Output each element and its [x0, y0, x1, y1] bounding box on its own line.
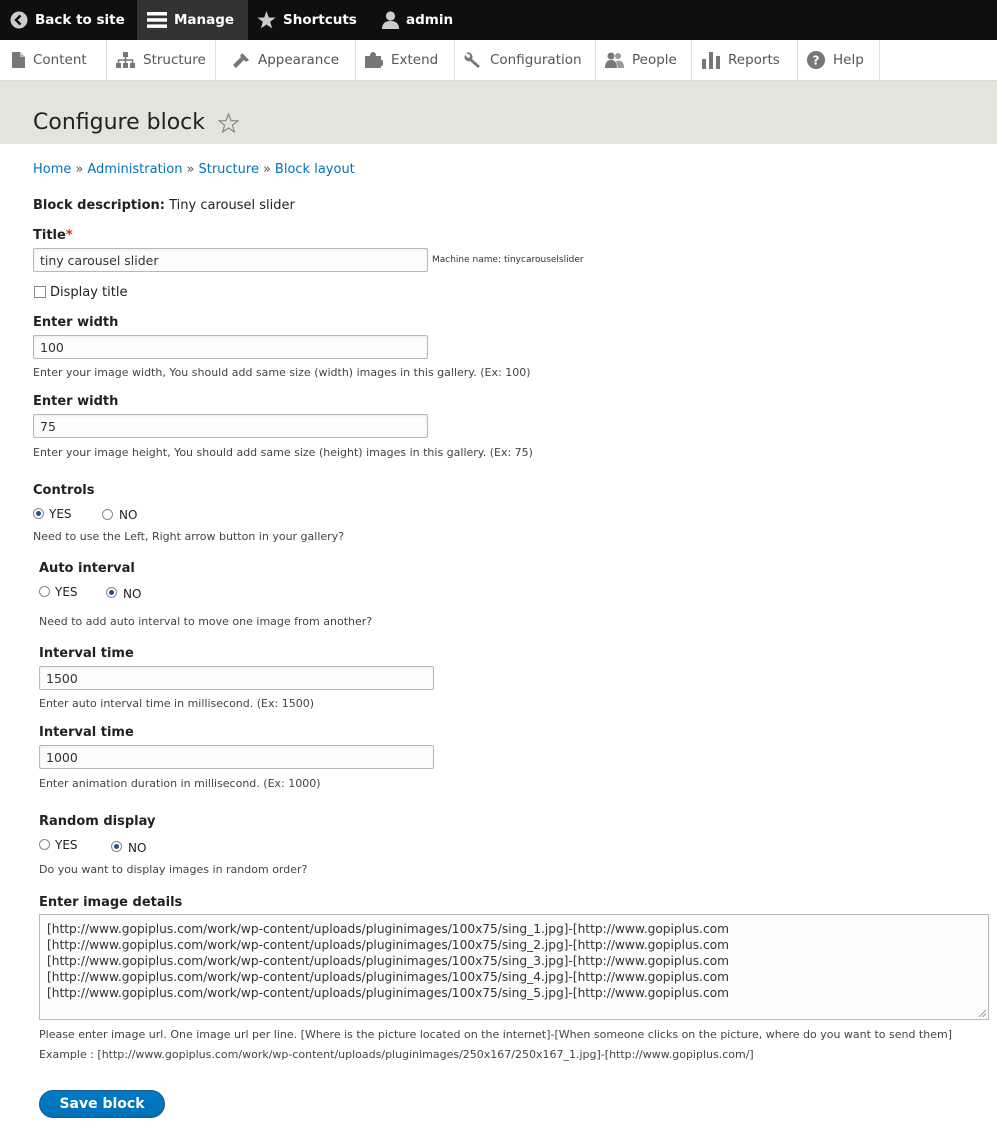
image-details-description: Please enter image url. One image url per line. [Where is the picture located on the internet]-[When someone clicks on the picture, where do you want to send them] [39, 1028, 952, 1041]
random-display-description: Do you want to display images in random order? [39, 863, 308, 876]
user-icon [382, 11, 399, 29]
tray-label-reports: Reports [728, 52, 780, 68]
image-line: [http://www.gopiplus.com/work/wp-content/uploads/pluginimages/100x75/sing_5.jpg]-[http://www.gopiplus.com [47, 986, 729, 1000]
required-marker: * [65, 228, 73, 243]
block-description [33, 198, 295, 213]
display-title-checkbox[interactable] [34, 286, 46, 298]
page-title: Configure block [33, 110, 205, 135]
image-details-textarea[interactable] [39, 914, 989, 1020]
tray-label-help: Help [833, 52, 864, 68]
back-to-site-label: Back to site [35, 12, 125, 28]
resize-handle-icon[interactable] [978, 1009, 986, 1017]
auto-interval-no-label: NO [123, 587, 142, 601]
duration-description: Enter animation duration in millisecond. (Ex: 1000) [39, 777, 321, 790]
random-display-yes-label: YES [55, 838, 78, 852]
breadcrumb [33, 162, 355, 177]
random-display-label: Random display [39, 814, 156, 829]
machine-name: Machine name: tinycarouselslider [432, 255, 584, 265]
tray-item-extend[interactable] [356, 40, 455, 80]
breadcrumb-separator: » [186, 162, 195, 177]
arrow-left-circle-icon [10, 11, 28, 29]
height-description: Enter your image height, You should add same size (height) images in this gallery. (Ex: 75) [33, 446, 533, 459]
tray-label-configuration: Configuration [490, 52, 582, 68]
height-input[interactable] [33, 414, 428, 438]
random-display-no-radio[interactable] [111, 841, 122, 852]
controls-yes-label: YES [49, 507, 72, 521]
display-title-label: Display title [50, 285, 128, 300]
title-label [33, 228, 73, 243]
tray-label-structure: Structure [143, 52, 206, 68]
tray-item-help[interactable] [798, 40, 880, 80]
auto-interval-yes-label: YES [55, 585, 78, 599]
image-line: [http://www.gopiplus.com/work/wp-content/uploads/pluginimages/100x75/sing_3.jpg]-[http://www.gopiplus.com [47, 954, 729, 968]
people-icon [605, 52, 624, 68]
width-input[interactable] [33, 335, 428, 359]
manage-label: Manage [174, 12, 235, 28]
tray-item-content[interactable] [0, 40, 107, 80]
shortcuts-label: Shortcuts [283, 12, 357, 28]
block-description-label: Block description: [33, 198, 165, 213]
auto-interval-no-radio[interactable] [106, 587, 117, 598]
image-line: [http://www.gopiplus.com/work/wp-content/uploads/pluginimages/100x75/sing_4.jpg]-[http://www.gopiplus.com [47, 970, 729, 984]
file-icon [12, 52, 25, 68]
breadcrumb-separator: » [262, 162, 271, 177]
shortcuts-tab[interactable] [257, 0, 357, 40]
random-display-no-label: NO [128, 841, 147, 855]
interval-time-description: Enter auto interval time in millisecond. (Ex: 1500) [39, 697, 314, 710]
title-label-text: Title [33, 228, 66, 243]
breadcrumb-home[interactable]: Home [33, 162, 72, 177]
user-label: admin [406, 12, 454, 28]
title-input[interactable] [33, 248, 428, 272]
breadcrumb-administration[interactable]: Administration [87, 162, 183, 177]
star-icon [257, 11, 276, 29]
duration-label: Interval time [39, 725, 134, 740]
image-line: [http://www.gopiplus.com/work/wp-content/uploads/pluginimages/100x75/sing_2.jpg]-[http://www.gopiplus.com [47, 938, 729, 952]
tray-item-structure[interactable] [107, 40, 216, 80]
controls-no-label: NO [119, 508, 138, 522]
breadcrumb-block-layout[interactable]: Block layout [274, 162, 355, 177]
tray-item-reports[interactable] [692, 40, 798, 80]
menu-icon [147, 12, 167, 28]
tray-label-extend: Extend [391, 52, 439, 68]
save-block-button[interactable]: Save block [39, 1090, 165, 1118]
help-icon [807, 51, 825, 69]
tray-item-people[interactable] [596, 40, 692, 80]
image-line: [http://www.gopiplus.com/work/wp-content/uploads/pluginimages/100x75/sing_1.jpg]-[http://www.gopiplus.com [47, 922, 729, 936]
interval-time-label: Interval time [39, 646, 134, 661]
tray-item-appearance[interactable] [216, 40, 356, 80]
auto-interval-description: Need to add auto interval to move one image from another? [39, 615, 373, 628]
svg-text:?: ? [812, 53, 820, 68]
duration-input[interactable] [39, 745, 434, 769]
breadcrumb-separator: » [75, 162, 84, 177]
admin-menu-tray [0, 40, 997, 81]
bar-chart-icon [702, 52, 720, 69]
height-label: Enter width [33, 394, 119, 409]
auto-interval-label: Auto interval [39, 561, 135, 576]
interval-time-input[interactable] [39, 666, 434, 690]
manage-tab[interactable] [137, 0, 248, 40]
tray-label-people: People [632, 52, 677, 68]
tray-item-configuration[interactable] [455, 40, 596, 80]
tray-label-appearance: Appearance [258, 52, 340, 68]
image-details-label: Enter image details [39, 895, 183, 910]
width-description: Enter your image width, You should add same size (width) images in this gallery. (Ex: 100) [33, 366, 531, 379]
controls-description: Need to use the Left, Right arrow button in your gallery? [33, 530, 345, 543]
controls-label: Controls [33, 483, 95, 498]
paintbrush-icon [232, 52, 250, 68]
random-display-yes-radio[interactable] [39, 839, 50, 850]
controls-no-radio[interactable] [102, 509, 113, 520]
back-to-site-link[interactable] [10, 0, 125, 40]
image-details-example: Example : [http://www.gopiplus.com/work/wp-content/uploads/pluginimages/250x167/250x167_1.jpg]-[http://www.gopiplus.com/] [39, 1048, 754, 1061]
auto-interval-yes-radio[interactable] [39, 586, 50, 597]
shortcut-star-icon[interactable] [218, 113, 239, 133]
width-label: Enter width [33, 315, 119, 330]
user-tab[interactable] [382, 0, 453, 40]
puzzle-icon [365, 52, 383, 68]
admin-toolbar [0, 0, 997, 40]
breadcrumb-structure[interactable]: Structure [198, 162, 259, 177]
wrench-icon [464, 52, 482, 69]
block-description-value: Tiny carousel slider [169, 198, 295, 213]
tray-label-content: Content [33, 52, 87, 68]
sitemap-icon [116, 52, 135, 68]
controls-yes-radio[interactable] [33, 508, 44, 519]
